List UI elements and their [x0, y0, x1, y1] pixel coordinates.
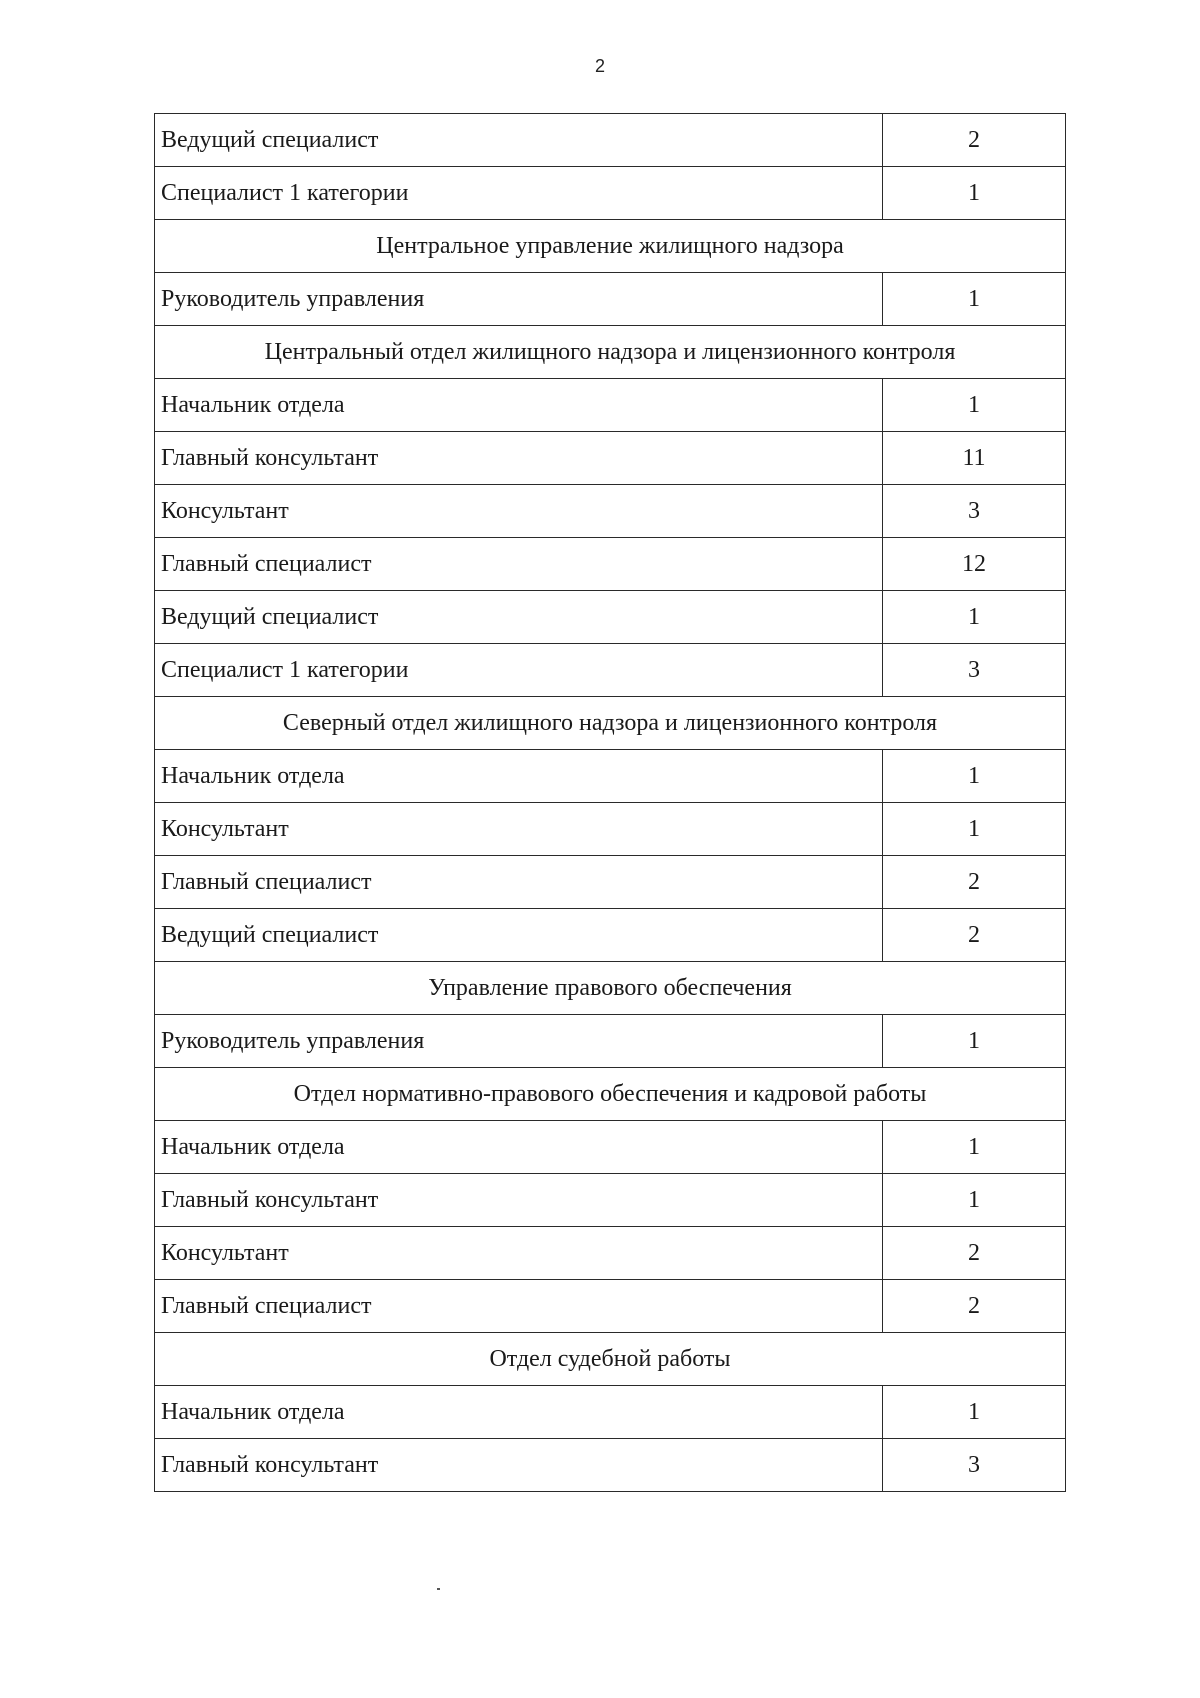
position-row — [155, 538, 1066, 591]
position-title: Главный специалист — [155, 856, 883, 909]
position-count: 2 — [883, 1227, 1066, 1280]
section-header-row — [155, 1068, 1066, 1121]
position-title: Главный консультант — [155, 1174, 883, 1227]
position-title: Ведущий специалист — [155, 591, 883, 644]
position-row — [155, 803, 1066, 856]
position-title: Консультант — [155, 1227, 883, 1280]
position-row — [155, 909, 1066, 962]
position-count: 1 — [883, 1386, 1066, 1439]
staffing-table — [154, 113, 1066, 1492]
position-row — [155, 114, 1066, 167]
position-row — [155, 432, 1066, 485]
position-row — [155, 1439, 1066, 1492]
position-count: 1 — [883, 1015, 1066, 1068]
position-count: 12 — [883, 538, 1066, 591]
position-count: 3 — [883, 644, 1066, 697]
position-row — [155, 1227, 1066, 1280]
position-count: 2 — [883, 1280, 1066, 1333]
section-title: Центральный отдел жилищного надзора и лицензионного контроля — [155, 326, 1066, 379]
position-title: Главный консультант — [155, 1439, 883, 1492]
position-title: Ведущий специалист — [155, 909, 883, 962]
position-count: 2 — [883, 856, 1066, 909]
position-title: Начальник отдела — [155, 379, 883, 432]
position-title: Ведущий специалист — [155, 114, 883, 167]
position-count: 2 — [883, 909, 1066, 962]
position-count: 1 — [883, 379, 1066, 432]
position-row — [155, 644, 1066, 697]
section-header-row — [155, 326, 1066, 379]
section-header-row — [155, 1333, 1066, 1386]
position-row — [155, 379, 1066, 432]
position-row — [155, 1121, 1066, 1174]
position-count: 1 — [883, 167, 1066, 220]
section-title: Отдел нормативно-правового обеспечения и кадровой работы — [155, 1068, 1066, 1121]
position-count: 2 — [883, 114, 1066, 167]
section-title: Северный отдел жилищного надзора и лицензионного контроля — [155, 697, 1066, 750]
position-title: Главный специалист — [155, 1280, 883, 1333]
position-title: Руководитель управления — [155, 273, 883, 326]
position-title: Начальник отдела — [155, 750, 883, 803]
position-title: Главный консультант — [155, 432, 883, 485]
position-row — [155, 1280, 1066, 1333]
position-row — [155, 750, 1066, 803]
position-row — [155, 856, 1066, 909]
position-row — [155, 273, 1066, 326]
position-count: 3 — [883, 1439, 1066, 1492]
scan-speck — [437, 1588, 440, 1590]
position-count: 11 — [883, 432, 1066, 485]
position-title: Главный специалист — [155, 538, 883, 591]
position-row — [155, 167, 1066, 220]
position-title: Консультант — [155, 803, 883, 856]
position-title: Руководитель управления — [155, 1015, 883, 1068]
position-title: Специалист 1 категории — [155, 644, 883, 697]
position-count: 1 — [883, 591, 1066, 644]
position-row — [155, 485, 1066, 538]
section-header-row — [155, 962, 1066, 1015]
position-count: 1 — [883, 1121, 1066, 1174]
position-row — [155, 1174, 1066, 1227]
section-title: Отдел судебной работы — [155, 1333, 1066, 1386]
staffing-table-body — [155, 114, 1066, 1492]
section-title: Центральное управление жилищного надзора — [155, 220, 1066, 273]
section-title: Управление правового обеспечения — [155, 962, 1066, 1015]
position-count: 3 — [883, 485, 1066, 538]
position-title: Начальник отдела — [155, 1121, 883, 1174]
position-count: 1 — [883, 1174, 1066, 1227]
page-number: 2 — [594, 56, 605, 76]
position-count: 1 — [883, 273, 1066, 326]
section-header-row — [155, 697, 1066, 750]
position-count: 1 — [883, 803, 1066, 856]
position-title: Консультант — [155, 485, 883, 538]
position-row — [155, 1015, 1066, 1068]
position-title: Начальник отдела — [155, 1386, 883, 1439]
position-row — [155, 1386, 1066, 1439]
position-row — [155, 591, 1066, 644]
position-count: 1 — [883, 750, 1066, 803]
position-title: Специалист 1 категории — [155, 167, 883, 220]
section-header-row — [155, 220, 1066, 273]
